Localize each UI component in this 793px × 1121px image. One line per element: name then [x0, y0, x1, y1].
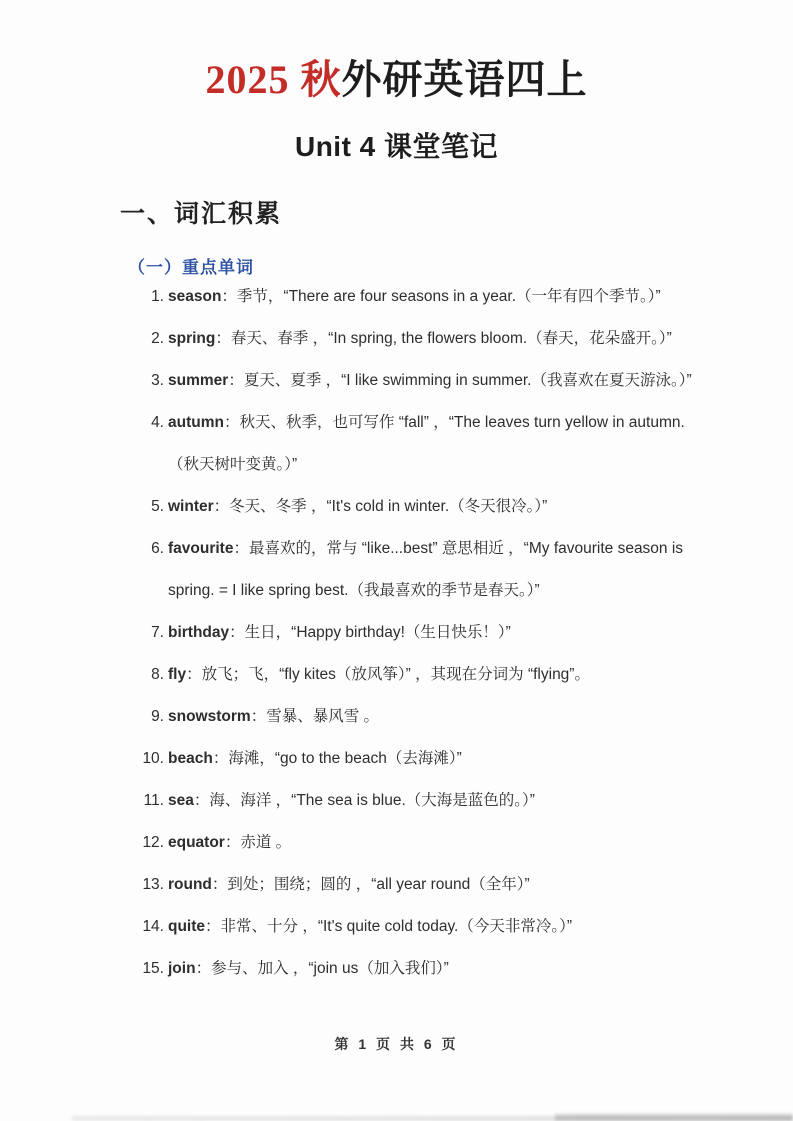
- vocab-item-number: 2.: [151, 330, 164, 347]
- vocab-item-word: birthday: [168, 624, 230, 641]
- vocab-item-word: summer: [168, 372, 229, 389]
- vocab-item: [140, 738, 712, 780]
- vocab-item: [140, 780, 712, 822]
- vocab-item: [140, 948, 712, 990]
- vocab-item-text: ：到处；围绕；圆的 ，“all year round（全年）”: [211, 876, 530, 893]
- vocab-item-body: [168, 864, 712, 906]
- vocab-item-number: 3.: [151, 372, 164, 389]
- vocab-item-word: winter: [168, 498, 214, 515]
- vocab-item-text: ：冬天、冬季 ，“It's cold in winter.（冬天很冷。）”: [213, 498, 548, 515]
- vocab-item-text: ：非常、十分 ，“It's quite cold today.（今天非常冷。）”: [205, 918, 573, 935]
- vocab-item: [140, 486, 712, 528]
- vocab-item-body: [168, 906, 712, 948]
- vocab-item-body: [168, 528, 712, 612]
- vocab-item-number: 7.: [151, 624, 164, 641]
- vocab-item: [140, 528, 712, 612]
- vocab-item-body: [168, 822, 712, 864]
- vocab-item-word: equator: [168, 834, 225, 851]
- section-heading-vocabulary: 一、词汇积累: [120, 200, 283, 228]
- vocab-item-word: fly: [168, 666, 187, 683]
- vocab-item-word: spring: [168, 330, 216, 347]
- vocab-item: [140, 360, 712, 402]
- vocab-item-word: beach: [168, 750, 213, 767]
- vocab-item: [140, 864, 712, 906]
- vocab-list: [140, 276, 712, 990]
- vocab-item-word: autumn: [168, 414, 224, 431]
- vocab-item-body: [168, 276, 712, 318]
- page-title-year: 2025 秋: [205, 57, 342, 102]
- vocab-item-number: 5.: [151, 498, 164, 515]
- vocab-item-body: [168, 696, 712, 738]
- vocab-item-word: round: [168, 876, 212, 893]
- vocab-item-text: ：参与、加入 ，“join us（加入我们）”: [195, 960, 449, 977]
- vocab-item-body: [168, 738, 712, 780]
- vocab-item-text: ：春天、春季 ，“In spring, the flowers bloom.（春天，花朵盛开。）”: [215, 330, 672, 347]
- page-number-footer: 第 1 页 共 6 页: [334, 1036, 459, 1052]
- vocab-item-body: [168, 360, 712, 402]
- vocab-item: [140, 612, 712, 654]
- vocab-item-body: [168, 654, 712, 696]
- vocab-item-text: ：夏天、夏季 ，“I like swimming in summer.（我喜欢在夏天游泳。）”: [228, 372, 692, 389]
- vocab-item-number: 10.: [142, 750, 164, 767]
- vocab-item-number: 12.: [142, 834, 164, 851]
- vocab-item-text: ：放飞；飞，“fly kites（放风筝）” ，其现在分词为 “flying”。: [186, 666, 590, 683]
- vocab-item-number: 11.: [143, 792, 164, 809]
- vocab-item: [140, 402, 712, 486]
- vocab-item-number: 1.: [151, 288, 164, 305]
- vocab-item-body: [168, 318, 712, 360]
- vocab-item-body: [168, 486, 712, 528]
- unit-subtitle: Unit 4 课堂笔记: [294, 131, 499, 162]
- vocab-item-number: 15.: [142, 960, 164, 977]
- vocab-item-number: 4.: [151, 414, 164, 431]
- vocab-item: [140, 822, 712, 864]
- vocab-item-number: 8.: [151, 666, 164, 683]
- vocab-item-word: quite: [168, 918, 206, 935]
- vocab-item: [140, 654, 712, 696]
- vocab-item-text: ：最喜欢的，常与 “like...best” 意思相近 ，“My favourite season is spring. = I like spring best.（我最喜欢的季节是春天。）”: [168, 540, 684, 599]
- vocab-item-body: [168, 948, 712, 990]
- vocab-item-body: [168, 612, 712, 654]
- vocab-item: [140, 318, 712, 360]
- vocab-item-word: join: [168, 960, 196, 977]
- vocab-item-number: 13.: [142, 876, 164, 893]
- page-title-text: 外研英语四上: [341, 57, 588, 102]
- vocab-item: [140, 906, 712, 948]
- vocab-item-text: ：赤道 。: [224, 834, 292, 851]
- vocab-item-text: ：海、海洋 ，“The sea is blue.（大海是蓝色的。）”: [193, 792, 535, 809]
- vocab-item-number: 6.: [151, 540, 164, 557]
- vocab-item-number: 14.: [142, 918, 164, 935]
- page-title: [0, 0, 793, 105]
- vocab-item: [140, 276, 712, 318]
- vocab-item-text: ：季节，“There are four seasons in a year.（一年有四个季节。）”: [221, 288, 661, 305]
- vocab-item-text: ：海滩，“go to the beach（去海滩）”: [212, 750, 462, 767]
- vocab-item-text: ：雪暴、暴风雪 。: [250, 708, 379, 725]
- vocab-item-body: [168, 402, 712, 486]
- vocab-item-word: sea: [168, 792, 194, 809]
- vocab-item-text: ：生日，“Happy birthday!（生日快乐！）”: [229, 624, 511, 641]
- vocab-item: [140, 696, 712, 738]
- vocab-item-word: favourite: [168, 540, 234, 557]
- vocab-item-body: [168, 780, 712, 822]
- next-page-edge-right: [555, 1114, 793, 1121]
- vocab-item-text: ：秋天、秋季，也可写作 “fall” ，“The leaves turn yellow in autumn.（秋天树叶变黄。）”: [168, 414, 685, 473]
- subsection-heading-key-words: （一）重点单词: [128, 258, 254, 277]
- vocab-item-word: snowstorm: [168, 708, 251, 725]
- vocab-item-number: 9.: [151, 708, 164, 725]
- vocab-item-word: season: [168, 288, 222, 305]
